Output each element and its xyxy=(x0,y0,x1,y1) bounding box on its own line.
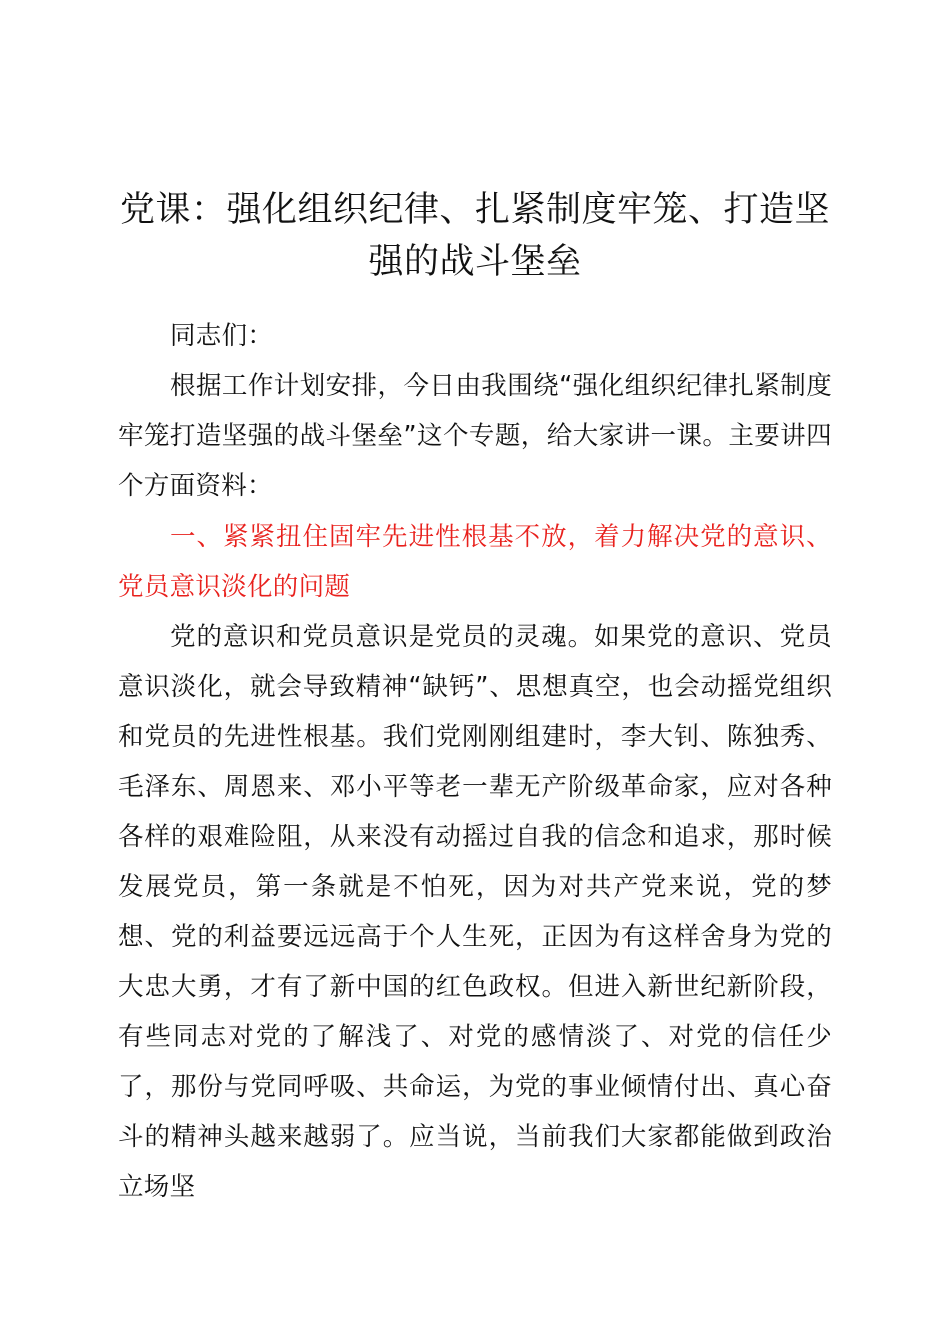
document-title: 党课：强化组织纪律、扎紧制度牢笼、打造坚强的战斗堡垒 xyxy=(119,190,830,282)
section-heading: 一、紧紧扭住固牢先进性根基不放，着力解决党的意识、党员意识淡化的问题 xyxy=(118,522,832,602)
salutation: 同志们： xyxy=(170,321,274,351)
intro-paragraph: 根据工作计划安排，今日由我围绕“强化组织纪律扎紧制度牢笼打造坚强的战斗堡垒”这个专题，给大家讲一课。主要讲四个方面资料： xyxy=(118,371,832,501)
body-paragraph: 党的意识和党员意识是党员的灵魂。如果党的意识、党员意识淡化，就会导致精神“缺钙”、思想真空，也会动摇党组织和党员的先进性根基。我们党刚刚组建时，李大钊、陈独秀、毛泽东、周恩来、邓小平等老一辈无产阶级革命家，应对各种各样的艰难险阻，从来没有动摇过自我的信念和追求，那时候发展党员，第一条就是不怕死，因为对共产党来说，党的梦想、党的利益要远远高于个人生死，正因为有这样舍身为党的大忠大勇，才有了新中国的红色政权。但进入新世纪新阶段，有些同志对党的了解浅了、对党的感情淡了、对党的信任少了，那份与党同呼吸、共命运，为党的事业倾情付出、真心奋斗的精神头越来越弱了。应当说，当前我们大家都能做到政治立场坚 xyxy=(118,622,832,1202)
